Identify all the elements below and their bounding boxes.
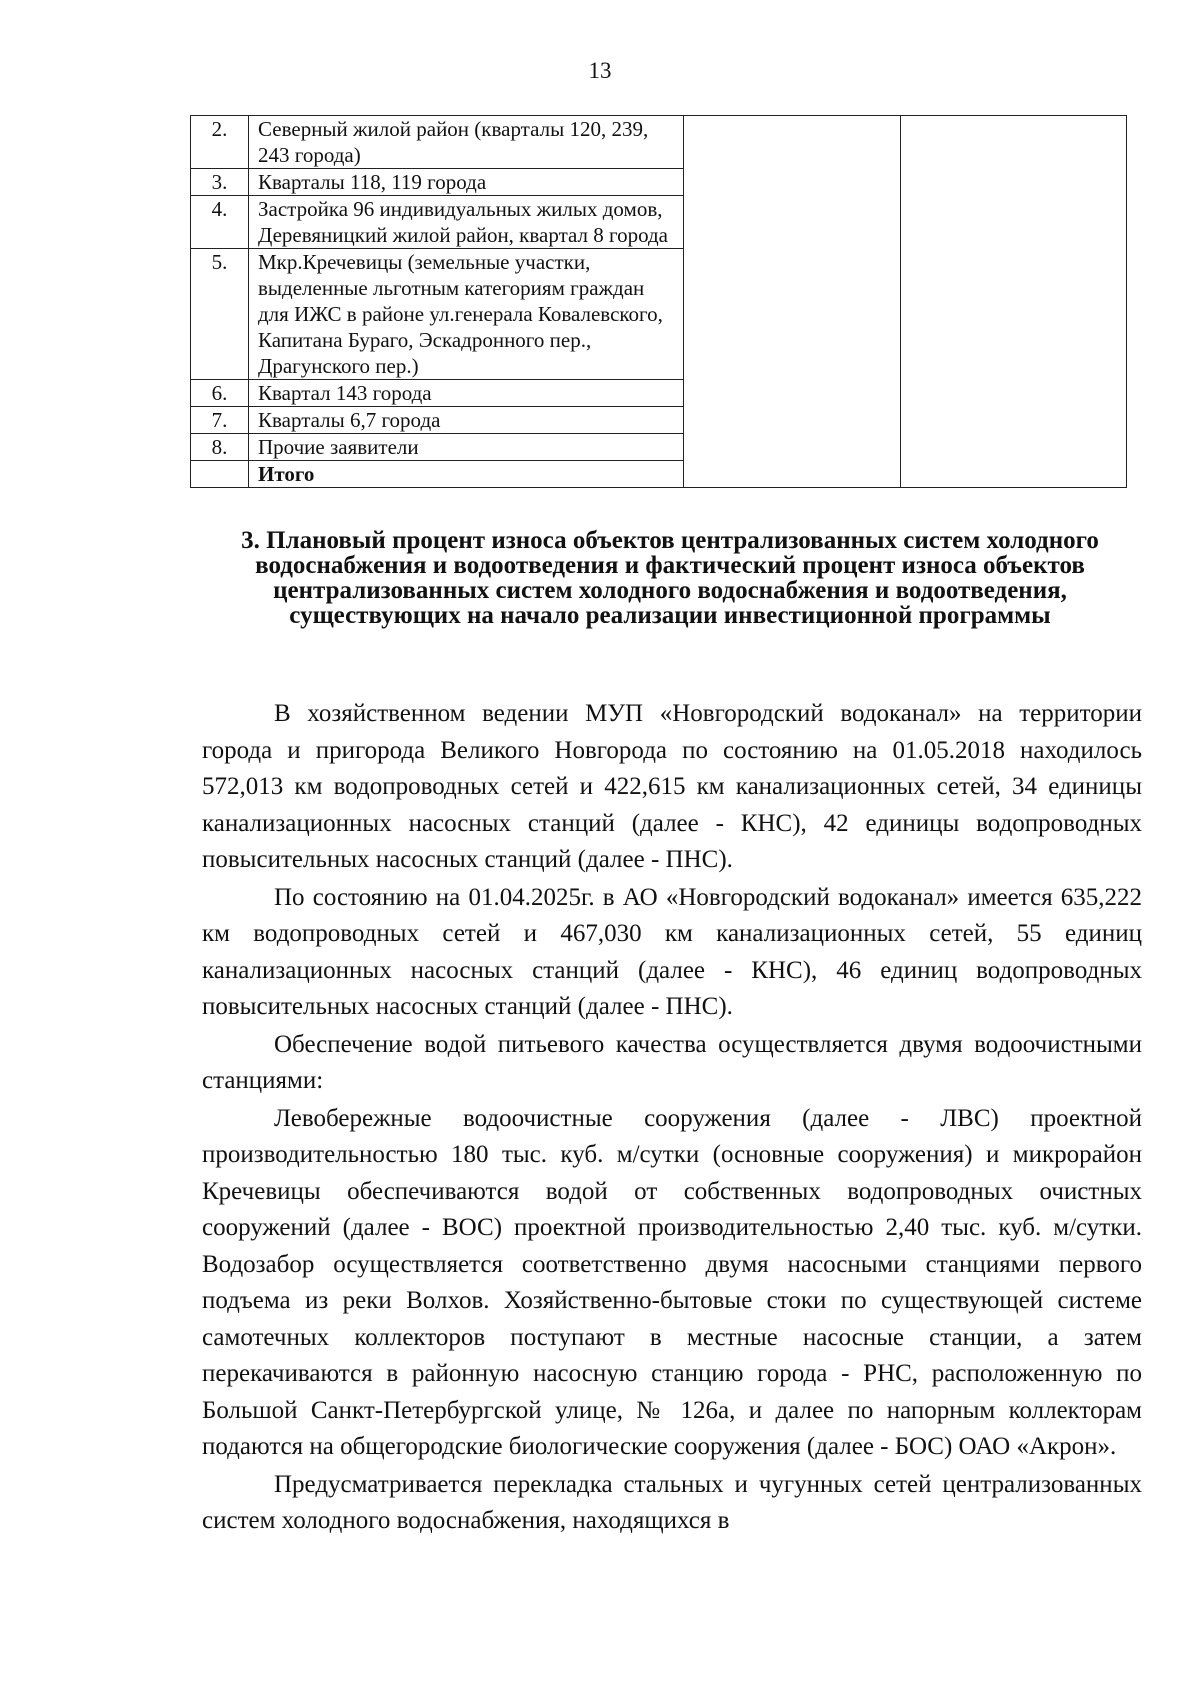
empty-cell <box>901 116 1127 488</box>
total-label: Итого <box>249 461 684 488</box>
row-name: Прочие заявители <box>249 434 684 461</box>
paragraph: По состоянию на 01.04.2025г. в АО «Новгородский водоканал» имеется 635,222 км водопроводных сетей и 467,030 км канализационных сетей, 55 единиц канализационных насосных станций (далее - КНС), 46 единиц водопроводных повысительных насосных станций (далее - ПНС). <box>202 883 1142 1020</box>
row-name: Северный жилой район (кварталы 120, 239, 243 города) <box>249 116 684 169</box>
paragraph: Предусматривается перекладка стальных и чугунных сетей централизованных систем холодного водоснабжения, находящихся в <box>202 1470 1142 1534</box>
row-number: 4. <box>191 196 249 249</box>
row-number: 8. <box>191 434 249 461</box>
districts-table <box>190 115 1127 488</box>
row-number: 2. <box>191 116 249 169</box>
row-number: 3. <box>191 169 249 196</box>
row-number <box>191 461 249 488</box>
paragraph: Левобережные водоочистные сооружения (далее - ЛВС) проектной производительностью 180 тыс. куб. м/сутки (основные сооружения) и микрорайон Кречевицы обеспечиваются водой от собственных водопроводных очистных сооружений (далее - ВОС) проектной производительностью 2,40 тыс. куб. м/сутки. Водозабор осуществляется соответственно двумя насосными станциями первого подъема из реки Волхов. Хозяйственно-бытовые стоки по существующей системе самотечных коллекторов поступают в местные насосные станции, а затем перекачиваются в районную насосную станцию города - РНС, расположенную по Большой Санкт-Петербургской улице, № 126а, и далее по напорным коллекторам подаются на общегородские биологические сооружения (далее - БОС) ОАО «Акрон». <box>202 1104 1142 1460</box>
table-row <box>191 116 1127 169</box>
body-text <box>202 696 1142 1540</box>
row-name: Кварталы 6,7 города <box>249 407 684 434</box>
empty-cell <box>684 116 901 488</box>
paragraph: Обеспечение водой питьевого качества осуществляется двумя водоочистными станциями: <box>202 1030 1142 1094</box>
row-number: 5. <box>191 249 249 380</box>
row-name: Застройка 96 индивидуальных жилых домов, Деревяницкий жилой район, квартал 8 города <box>249 196 684 249</box>
row-name: Мкр.Кречевицы (земельные участки, выделенные льготным категориям граждан для ИЖС в районе ул.генерала Ковалевского, Капитана Бураго, Эскадронного пер., Драгунского пер.) <box>249 249 684 380</box>
section-heading: 3. Плановый процент износа объектов централизованных систем холодного водоснабжения и водоотведения и фактический процент износа объектов централизованных систем холодного водоснабжения и водоотведения, существующих на начало реализации инвестиционной программы <box>241 527 1099 629</box>
row-name: Квартал 143 города <box>249 380 684 407</box>
row-number: 7. <box>191 407 249 434</box>
row-name: Кварталы 118, 119 города <box>249 169 684 196</box>
page-number: 13 <box>588 58 612 83</box>
paragraph: В хозяйственном ведении МУП «Новгородский водоканал» на территории города и пригорода Великого Новгорода по состоянию на 01.05.2018 находилось 572,013 км водопроводных сетей и 422,615 км канализационных сетей, 34 единицы канализационных насосных станций (далее - КНС), 42 единицы водопроводных повысительных насосных станций (далее - ПНС). <box>202 700 1142 873</box>
row-number: 6. <box>191 380 249 407</box>
